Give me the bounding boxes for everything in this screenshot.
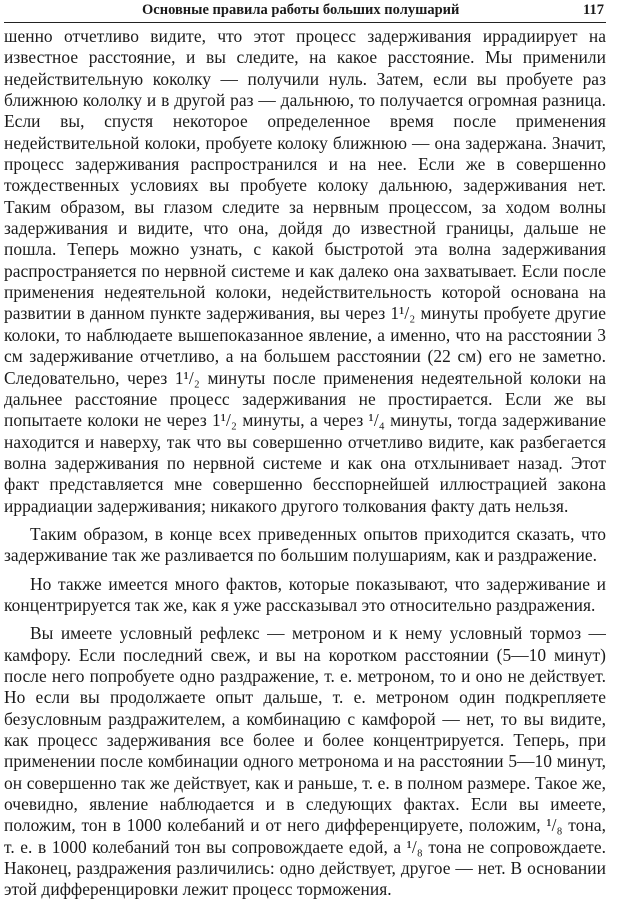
- paragraph-continued: шенно отчетливо видите, что этот процесс задерживания иррадиирует на известное расстояние, и вы следите, на какое расстояние. Мы применили недействительную коколку — получили нуль. Затем, если вы пробуете раз ближнюю кололку и в другой раз — дальнюю, то получается огромная разница. Если вы, спустя некоторое определенное время после применения недействительной колоки, пробуете колоку ближнюю — она задержана. Значит, процесс задерживания распространился и на нее. Если же в совершенно тождественных условиях вы пробуете колоку дальнюю, задерживания нет. Таким образом, вы глазом следите за нервным процессом, за ходом волны задерживания и видите, что она, дойдя до известной границы, дальше не пошла. Теперь можно узнать, с какой быстротой эта волна задерживания распространяется по нервной системе и как далеко она захватывает. Если после применения недеятельной колоки, недействительность которой основана на развитии в данном пункте задерживания, вы через 1¹/₂ минуты пробуете другие колоки, то наблюдаете вышепоказанное явление, а именно, что на расстоянии 3 см задерживание отчетливо, а на большем расстоянии (22 см) его не заметно. Следовательно, через 1¹/₂ минуты после применения недеятельной колоки на дальнее расстояние процесс задерживания не простирается. Если же вы попытаете колоки не через 1¹/₂ минуты, а через ¹/₄ минуты, тогда задерживание находится и наверху, так что вы совершенно отчетливо видите, как разбегается волна задерживания по нервной системе и как она отхлынивает назад. Этот факт представляется мне совершенно бесспорнейшей иллюстрацией закона иррадиации задерживания; никакого другого толкования факту дать нельзя.: [4, 26, 606, 516]
- running-title: Основные правила работы больших полушарий: [142, 2, 460, 18]
- running-header: [4, 0, 606, 23]
- page-number: 117: [583, 2, 604, 18]
- body-text: [4, 26, 606, 901]
- paragraph: Таким образом, в конце всех приведенных опытов приходится сказать, что задерживание так же разливается по большим полушариям, как и раздражение.: [4, 523, 606, 566]
- paragraph: Но также имеется много фактов, которые показывают, что задерживание и концентрируется так же, как я уже рассказывал это относительно раздражения.: [4, 573, 606, 615]
- paragraph: Вы имеете условный рефлекс — метроном и к нему условный тормоз — камфору. Если последний свеж, и вы на коротком расстоянии (5—10 минут) после него попробуете одно раздражение, т. е. метроном, то и оно не действует. Но если вы продолжаете опыт дальше, т. е. метроном один подкрепляете безусловным раздражителем, а комбинацию с камфорой — нет, то вы видите, как процесс задерживания все более и более концентрируется. Теперь, при применении после комбинации одного метронома и на расстоянии 5—10 минут, он совершенно так же действует, как и раньше, т. е. в полном размере. Такое же, очевидно, явление наблюдается и в следующих фактах. Если вы имеете, положим, тон в 1000 колебаний и от него дифференцируете, положим, ¹/₈ тона, т. е. в 1000 колебаний тон вы сопровождаете едой, а ¹/₈ тона не сопровождаете. Наконец, раздражения различились: одно действует, другое — нет. В основании этой дифференцировки лежит процесс торможения.: [4, 623, 606, 900]
